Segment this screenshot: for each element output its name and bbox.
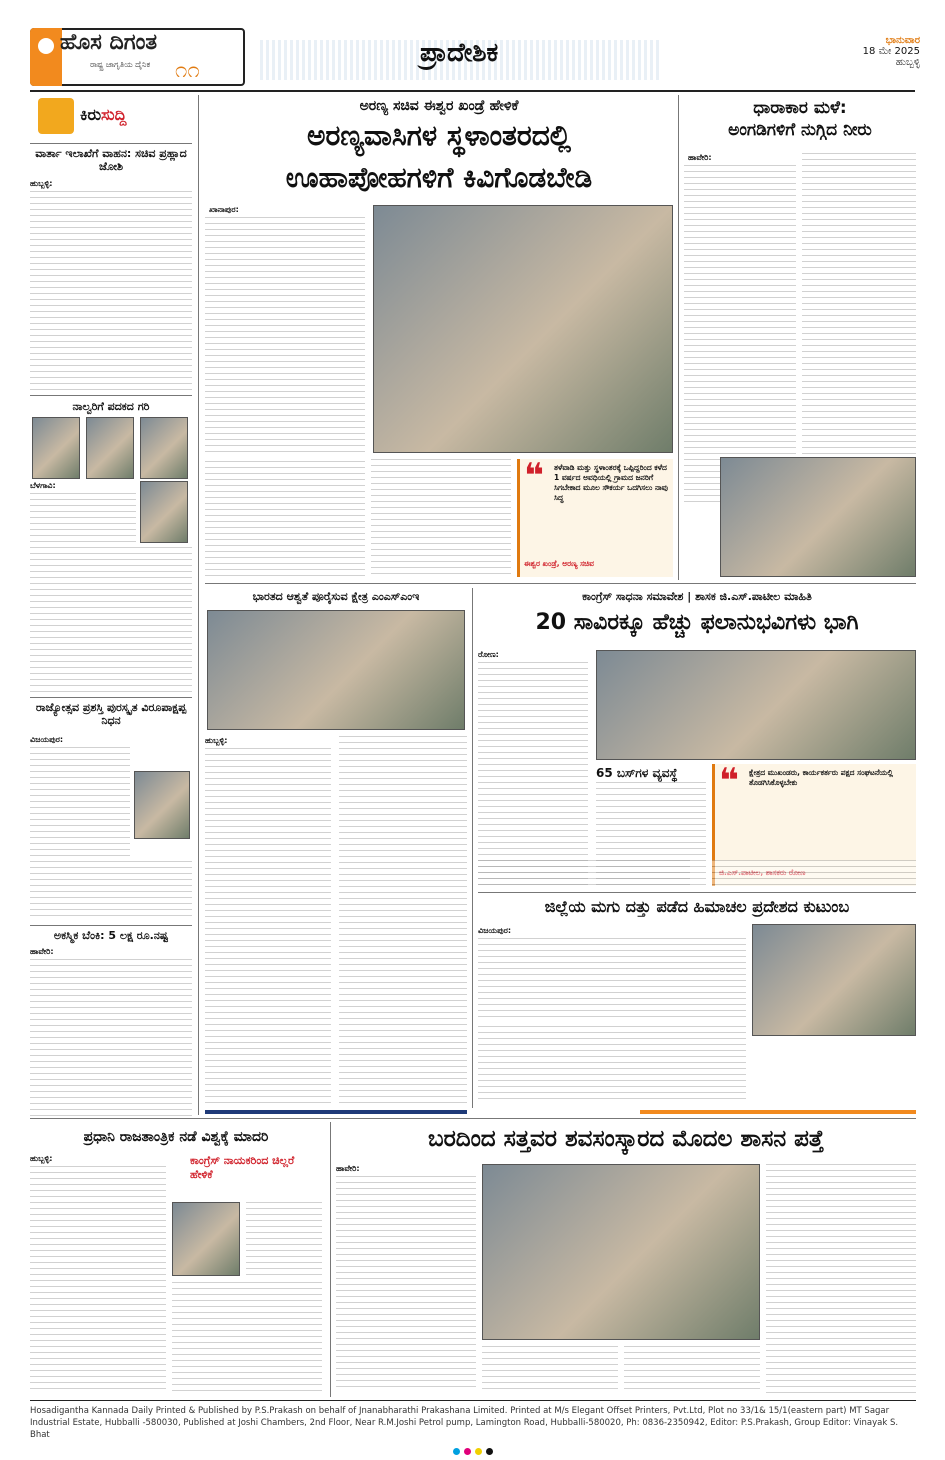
top-rule [30, 90, 915, 92]
kirusuddi-b: ಸುದ್ದಿ [101, 105, 127, 124]
officer-photo [86, 417, 134, 479]
story-dateline: ಖಾನಾಪುರ: [209, 205, 239, 214]
divider [30, 697, 192, 698]
divider [205, 583, 916, 584]
story-body [478, 938, 746, 1022]
story-dateline: ವಿಜಯಪುರ: [478, 926, 512, 935]
sub-headline: 65 ಬಸ್‌ಗಳ ವ್ಯವಸ್ಥೆ [596, 766, 678, 780]
story-dateline: ಹಾವೇರಿ: [688, 153, 712, 162]
story-body [205, 748, 331, 1104]
story-headline: ಧಾರಾಕಾರ ಮಳೆ: [753, 98, 847, 118]
column-rule [472, 588, 473, 1108]
story-body [246, 1202, 322, 1276]
officer-photo [140, 417, 188, 479]
rain-story [684, 95, 916, 580]
adoption-story [478, 896, 916, 1108]
story-dateline: ಬೆಳಗಾವಿ: [30, 481, 56, 490]
section-title: ಪ್ರಾದೇಶಿಕ [420, 38, 499, 68]
story-body [30, 493, 136, 545]
kirusuddi-a: ಕಿರು [80, 105, 102, 124]
diplomacy-story [30, 1122, 322, 1397]
story-body [30, 747, 130, 859]
story-dateline: ಹುಬ್ಬಳ್ಳಿ: [30, 179, 53, 188]
politician-photo [172, 1202, 240, 1276]
story-body [30, 1166, 166, 1392]
event-photo [207, 610, 465, 730]
logo-tagline: ರಾಷ್ಟ್ರ ಜಾಗೃತಿಯ ದೈನಿಕ [90, 60, 151, 69]
registration-dot [453, 1448, 460, 1455]
story-body [205, 217, 365, 457]
page-number: ೧೧ [175, 58, 200, 83]
registration-dot [475, 1448, 482, 1455]
story-dateline: ಹಾವೇರಿ: [336, 1164, 360, 1173]
column-rule [330, 1122, 331, 1397]
flood-bus-photo [720, 457, 916, 577]
story-body [371, 459, 511, 577]
story-body [478, 860, 690, 886]
story-title: ನಾಲ್ವರಿಗೆ ಪದಕದ ಗರಿ [72, 400, 150, 413]
left-column [30, 95, 192, 1120]
lead-story [205, 95, 673, 580]
story-headline: ಜಿಲ್ಲೆಯ ಮಗು ದತ್ತು ಪಡೆದ ಹಿಮಾಚಲ ಪ್ರದೇಶದ ಕುಟುಂಬ [544, 897, 850, 916]
story-body [478, 1026, 746, 1102]
column-rule [678, 95, 679, 580]
story-dateline: ಹಾವೇರಿ: [30, 947, 54, 956]
story-body [624, 1346, 760, 1394]
divider [640, 1110, 916, 1114]
day: ಭಾನುವಾರ [885, 35, 920, 46]
hand-icon [38, 98, 74, 134]
quote-attribution: ಈಶ್ವರ ಖಂಡ್ರೆ, ಅರಣ್ಯ ಸಚಿವ [524, 559, 594, 568]
inscription-photo [482, 1164, 760, 1340]
divider [478, 892, 916, 893]
divider [30, 395, 192, 396]
officer-photo [32, 417, 80, 479]
registration-dot [464, 1448, 471, 1455]
lead-headline: ಊಹಾಪೋಹಗಳಿಗೆ ಕಿವಿಗೊಡಬೇಡಿ [285, 161, 593, 194]
inscription-story [336, 1122, 916, 1397]
divider [30, 1118, 916, 1119]
lead-kicker: ಅರಣ್ಯ ಸಚಿವ ಈಶ್ವರ ಖಂಡ್ರೆ ಹೇಳಿಕೆ [359, 98, 519, 114]
msme-story [205, 588, 467, 1108]
kirusuddi-label [80, 105, 126, 125]
story-headline: ಅಂಗಡಿಗಳಿಗೆ ನುಗ್ಗಿದ ನೀರು [728, 120, 872, 140]
story-body [339, 736, 467, 1104]
dateline [790, 35, 920, 68]
story-title: ವಾರ್ತಾ ಇಲಾಖೆಗೆ ವಾಹನ: ಸಚಿವ ಪ್ರಹ್ಲಾದ ಜೋಶಿ [35, 147, 187, 173]
lead-quote [517, 456, 673, 577]
quote-icon: ❝ [719, 761, 739, 801]
aside-title: ಕಾಂಗ್ರೆಸ್ ನಾಯಕರಿಂದ ಚಿಲ್ಲರೆ ಹೇಳಿಕೆ [190, 1154, 295, 1181]
imprint: Hosadigantha Kannada Daily Printed & Published by P.S.Prakash on behalf of Jnanabharathi Prakashana Limited. Printed at M/s Elegant Offset Printers, Pvt.Ltd, Plot no 33/1& 15/1(eastern part) MT Sagar Industrial Estate, Hubballi -580030, Published at Joshi Chambers, 2nd Floor, Near R.M.Joshi Petrol pump, Lamington Road, Hubballi-580020, Ph: 0836-2350942, Editor: P.S.Prakash, Group Editor: Vinayak S. Bhat [30, 1406, 899, 1440]
quote-attribution: ಜಿ.ಎಸ್.ಪಾಟೀಲ, ಶಾಸಕರು ರೋಣ [719, 868, 806, 877]
registration-marks [0, 1440, 945, 1450]
officer-photo [140, 481, 188, 543]
story-body [482, 1346, 618, 1394]
story-headline: 20 ಸಾವಿರಕ್ಕೂ ಹೆಚ್ಚು ಫಲಾನುಭವಿಗಳು ಭಾಗಿ [535, 610, 859, 635]
divider [30, 143, 192, 144]
story-headline: ಬರದಿಂದ ಸತ್ತವರ ಶವಸಂಸ್ಕಾರದ ಮೊದಲ ಶಾಸನ ಪತ್ತೆ [428, 1126, 824, 1152]
lead-headline: ಅರಣ್ಯವಾಸಿಗಳ ಸ್ಥಳಾಂತರದಲ್ಲಿ [307, 119, 571, 152]
story-body [712, 860, 916, 886]
city: ಹುಬ್ಬಳ್ಳಿ [895, 57, 920, 68]
masthead [0, 0, 945, 92]
registration-dot [486, 1448, 493, 1455]
quote-text: ತಳೆವಾಡಿ ಮತ್ತು ಸ್ಥಳಾಂತರಕ್ಕೆ ಒಪ್ಪಿದ್ದರಿಂದ ಕಳೆದ 1 ವರ್ಷದ ಅವಧಿಯಲ್ಲಿ ಗ್ರಾಮದ ಜನರಿಗೆ ಸಿಗಬೇಕಾದ ಮೂಲ ಸೌಕರ್ಯ ಒದಗಿಸಲು ನಾವು ಸಿದ್ಧ [554, 463, 668, 502]
story-body [205, 461, 365, 576]
lamp-icon [38, 38, 54, 54]
family-photo [752, 924, 916, 1036]
story-title: ಅಕಸ್ಮಿಕ ಬೆಂಕಿ: 5 ಲಕ್ಷ ರೂ.ನಷ್ಟ [53, 929, 169, 942]
congress-story [478, 588, 916, 888]
story-body [30, 547, 192, 693]
story-dateline: ರೋಣ: [478, 650, 499, 659]
quote-icon: ❝ [524, 456, 544, 496]
story-body [30, 959, 192, 1119]
story-body [802, 153, 916, 457]
portrait-photo [134, 771, 190, 839]
story-body [766, 1164, 916, 1394]
story-body [30, 861, 192, 921]
date: 18 ಮೇ 2025 [862, 46, 920, 57]
story-body [478, 662, 588, 886]
story-body [336, 1176, 476, 1392]
quote-text: ಕ್ಷೇತ್ರದ ಮುಖಂಡರು, ಕಾರ್ಯಕರ್ತರು ಪಕ್ಷದ ಸಂಘಟನೆಯಲ್ಲಿ ತೊಡಗಿಸಿಕೊಳ್ಳಬೇಕು [749, 768, 893, 787]
ceremony-photo [373, 205, 673, 453]
story-headline: ಭಾರತದ ಆಶ್ವತೆ ಪೂರೈಸುವ ಕ್ಷೇತ್ರ ಎಂಎಸ್‌ಎಂಇ [252, 590, 420, 603]
logo-text: ಹೊಸ ದಿಗಂತ [60, 30, 158, 55]
story-dateline: ಹುಬ್ಬಳ್ಳಿ: [30, 1154, 53, 1163]
story-kicker: ಕಾಂಗ್ರೆಸ್ ಸಾಧನಾ ಸಮಾವೇಶ | ಶಾಸಕ ಜಿ.ಎಸ್.ಪಾಟೀಲ ಮಾಹಿತಿ [582, 590, 812, 603]
divider [30, 1400, 916, 1401]
story-dateline: ಹುಬ್ಬಳ್ಳಿ: [205, 736, 228, 745]
stage-photo [596, 650, 916, 760]
divider [30, 925, 192, 926]
logo-accent [30, 28, 62, 86]
story-dateline: ವಿಜಯಪುರ: [30, 735, 64, 744]
story-body [684, 165, 796, 505]
column-rule [198, 95, 199, 1115]
story-body [172, 1282, 322, 1392]
story-headline: ಪ್ರಧಾನಿ ರಾಜತಾಂತ್ರಿಕ ನಡೆ ವಿಶ್ವಕ್ಕೆ ಮಾದರಿ [83, 1129, 269, 1145]
divider [205, 1110, 467, 1114]
story-title: ರಾಜ್ಯೋತ್ಸವ ಪ್ರಶಸ್ತಿ ಪುರಸ್ಕೃತ ವಿರೂಪಾಕ್ಷಪ್ಪ ನಿಧನ [35, 701, 187, 727]
story-body [30, 191, 192, 391]
